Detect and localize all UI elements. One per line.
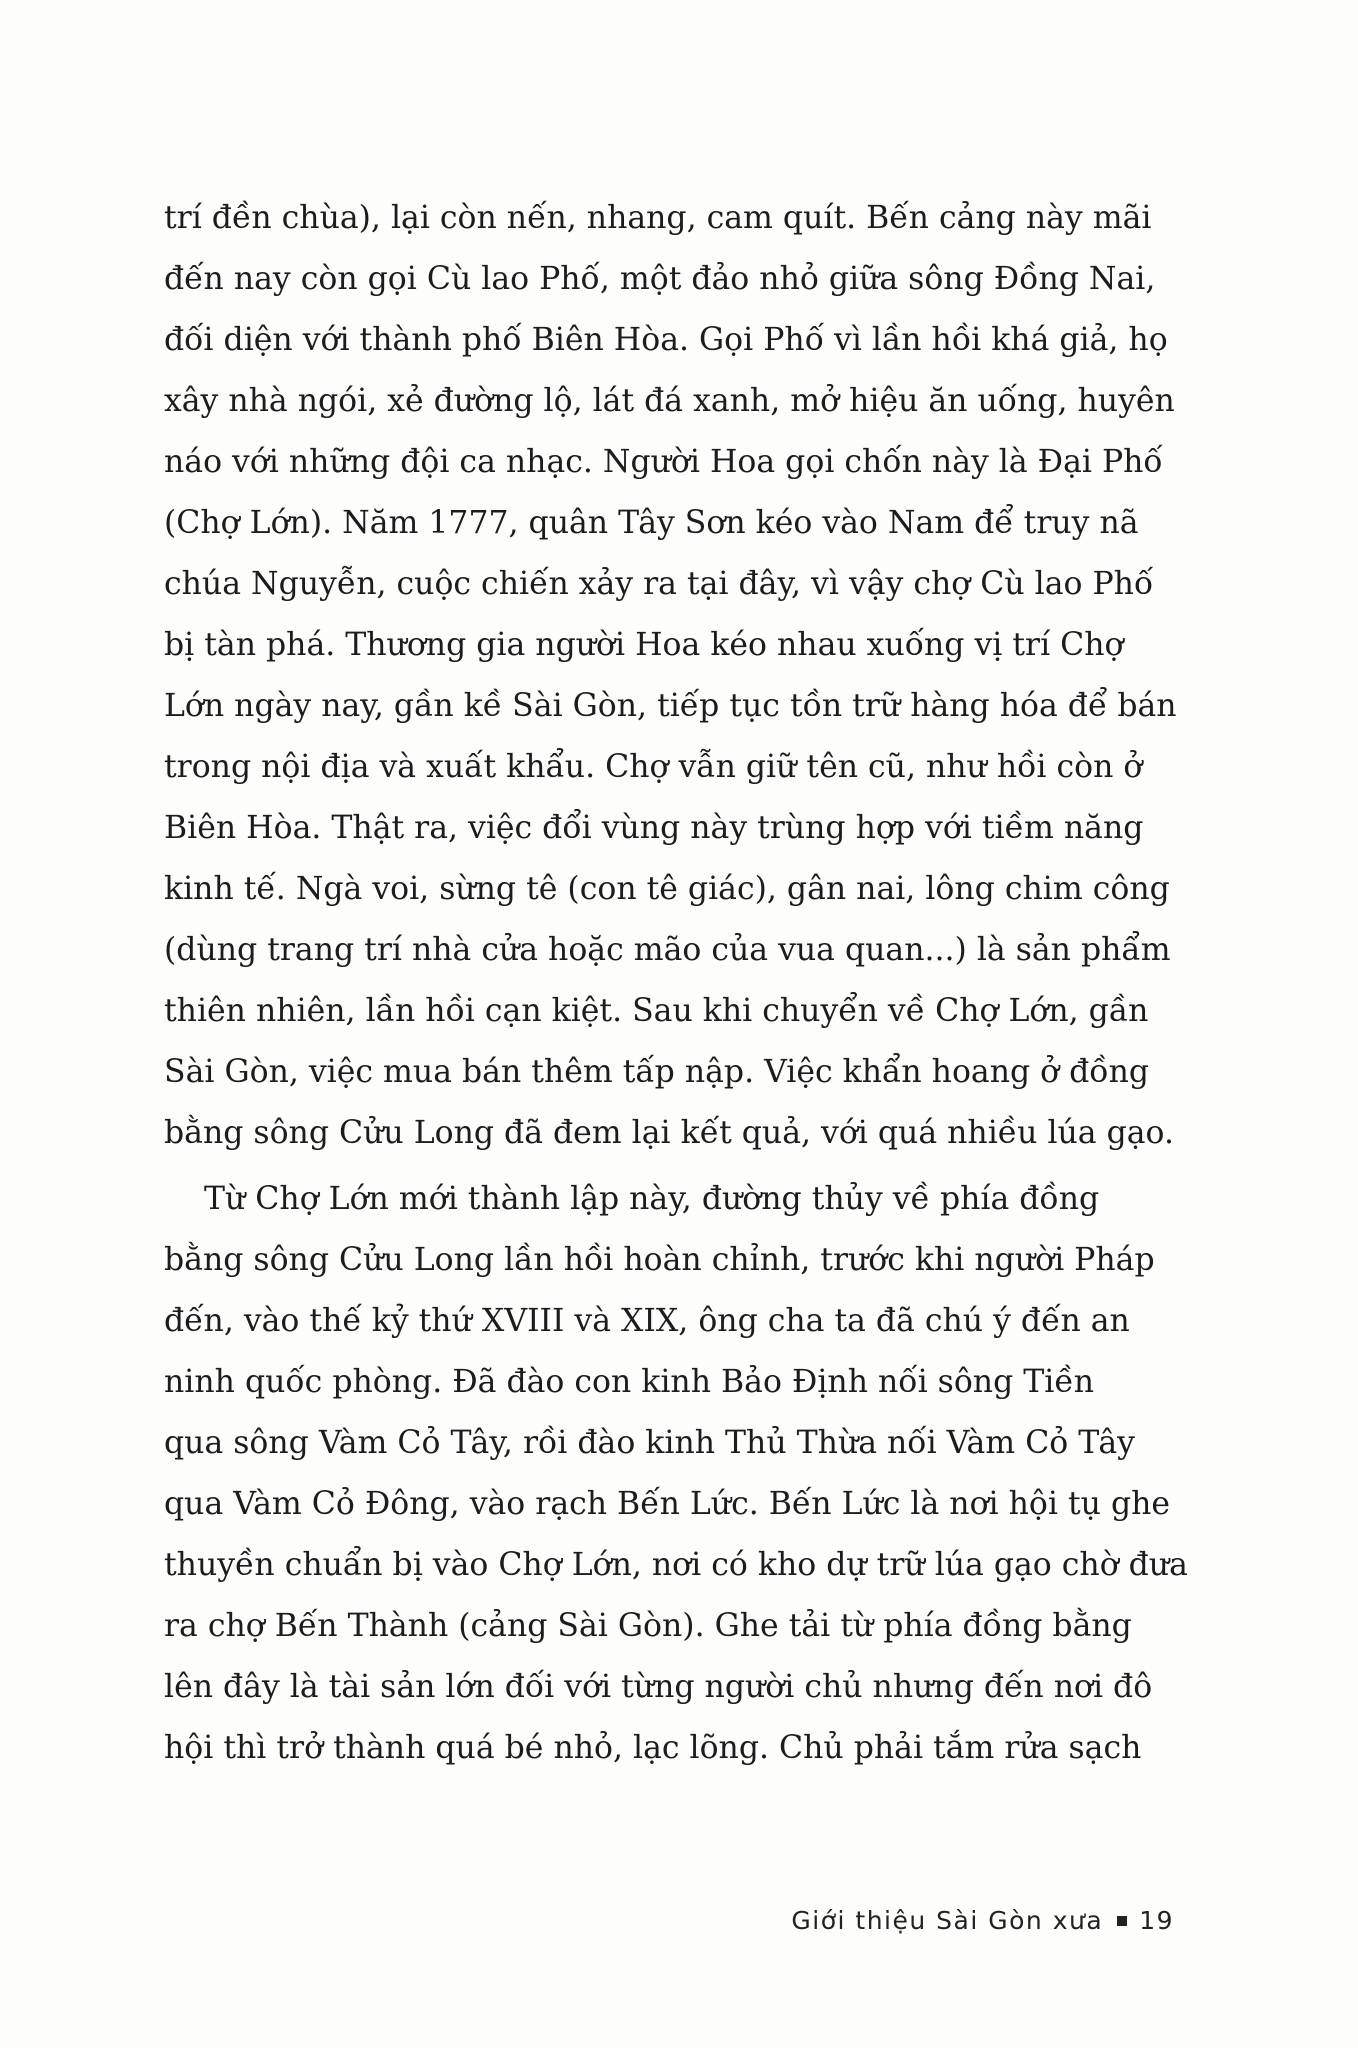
text-line: qua sông Vàm Cỏ Tây, rồi đào kinh Thủ Thừa nối Vàm Cỏ Tây bbox=[164, 1425, 1135, 1461]
text-line: ra chợ Bến Thành (cảng Sài Gòn). Ghe tải từ phía đồng bằng bbox=[164, 1608, 1132, 1644]
square-separator-icon bbox=[1117, 1916, 1127, 1926]
text-line: xây nhà ngói, xẻ đường lộ, lát đá xanh, mở hiệu ăn uống, huyên bbox=[164, 383, 1175, 419]
text-line: thuyền chuẩn bị vào Chợ Lớn, nơi có kho dự trữ lúa gạo chờ đưa bbox=[164, 1547, 1188, 1583]
paragraph-1 bbox=[164, 188, 1184, 1164]
text-line: đến nay còn gọi Cù lao Phố, một đảo nhỏ giữa sông Đồng Nai, bbox=[164, 261, 1156, 297]
text-line: thiên nhiên, lần hồi cạn kiệt. Sau khi chuyển về Chợ Lớn, gần bbox=[164, 993, 1149, 1029]
text-line-first: Từ Chợ Lớn mới thành lập này, đường thủy về phía đồng bbox=[204, 1181, 1100, 1217]
text-line: đối diện với thành phố Biên Hòa. Gọi Phố vì lần hồi khá giả, họ bbox=[164, 322, 1168, 358]
page-number: 19 bbox=[1139, 1906, 1174, 1935]
text-line: náo với những đội ca nhạc. Người Hoa gọi chốn này là Đại Phố bbox=[164, 444, 1163, 480]
text-line: kinh tế. Ngà voi, sừng tê (con tê giác), gân nai, lông chim công bbox=[164, 871, 1170, 907]
text-line: bằng sông Cửu Long lần hồi hoàn chỉnh, trước khi người Pháp bbox=[164, 1242, 1155, 1278]
text-line: đến, vào thế kỷ thứ XVIII và XIX, ông cha ta đã chú ý đến an bbox=[164, 1303, 1130, 1339]
text-line: trong nội địa và xuất khẩu. Chợ vẫn giữ tên cũ, như hồi còn ở bbox=[164, 749, 1143, 785]
text-line: (dùng trang trí nhà cửa hoặc mão của vua quan...) là sản phẩm bbox=[164, 932, 1171, 968]
text-line: ninh quốc phòng. Đã đào con kinh Bảo Định nối sông Tiền bbox=[164, 1364, 1095, 1400]
text-line: chúa Nguyễn, cuộc chiến xảy ra tại đây, vì vậy chợ Cù lao Phố bbox=[164, 566, 1154, 602]
text-line: Sài Gòn, việc mua bán thêm tấp nập. Việc khẩn hoang ở đồng bbox=[164, 1054, 1150, 1090]
text-line: Biên Hòa. Thật ra, việc đổi vùng này trùng hợp với tiềm năng bbox=[164, 810, 1144, 846]
text-line: (Chợ Lớn). Năm 1777, quân Tây Sơn kéo vào Nam để truy nã bbox=[164, 505, 1139, 541]
text-line: bằng sông Cửu Long đã đem lại kết quả, với quá nhiều lúa gạo. bbox=[164, 1115, 1174, 1151]
text-line: hội thì trở thành quá bé nhỏ, lạc lõng. Chủ phải tắm rửa sạch bbox=[164, 1730, 1142, 1766]
body-text bbox=[164, 188, 1188, 1779]
page-footer bbox=[791, 1906, 1174, 1935]
text-line: trí đền chùa), lại còn nến, nhang, cam quít. Bến cảng này mãi bbox=[164, 200, 1152, 236]
paragraph-2 bbox=[164, 1169, 1188, 1779]
running-title: Giới thiệu Sài Gòn xưa bbox=[791, 1906, 1104, 1935]
text-line: Lớn ngày nay, gần kề Sài Gòn, tiếp tục tồn trữ hàng hóa để bán bbox=[164, 688, 1177, 724]
text-line: qua Vàm Cỏ Đông, vào rạch Bến Lức. Bến Lức là nơi hội tụ ghe bbox=[164, 1486, 1171, 1522]
text-line: bị tàn phá. Thương gia người Hoa kéo nhau xuống vị trí Chợ bbox=[164, 627, 1124, 663]
text-line: lên đây là tài sản lớn đối với từng người chủ nhưng đến nơi đô bbox=[164, 1669, 1153, 1705]
